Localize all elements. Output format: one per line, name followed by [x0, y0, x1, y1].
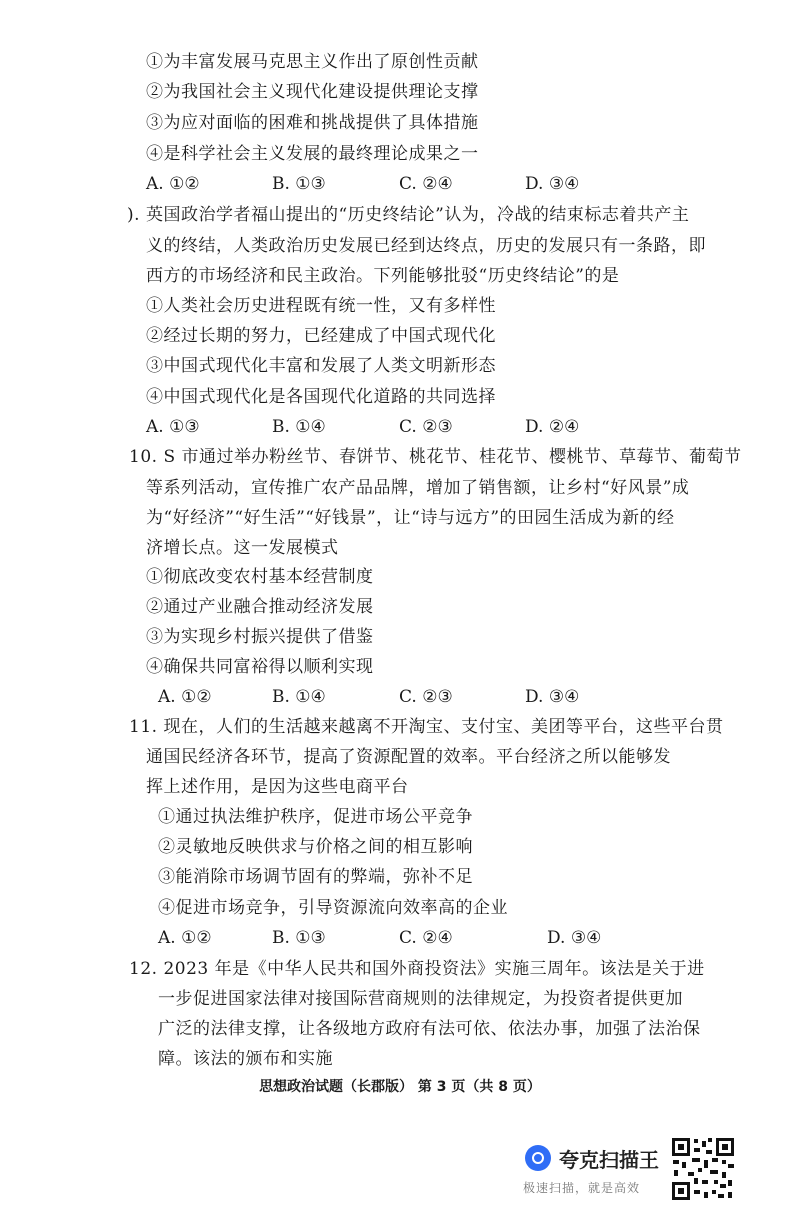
q8-option-a: A. ①②	[146, 174, 200, 194]
q10-stem-line-3: 为“好经济”“好生活”“好钱景”，让“诗与远方”的田园生活成为新的经	[146, 508, 675, 528]
q9-option-b: B. ①④	[272, 417, 326, 437]
q10-option-c: C. ②③	[399, 687, 453, 707]
q9-stem-line-2: 义的终结，人类政治历史发展已经到达终点，历史的发展只有一条路，即	[146, 236, 706, 256]
q11-option-c: C. ②④	[399, 928, 453, 948]
q8-item-2: ②为我国社会主义现代化建设提供理论支撑	[146, 82, 479, 102]
q9-stem-line-3: 西方的市场经济和民主政治。下列能够批驳“历史终结论”的是	[146, 266, 620, 286]
q10-option-b: B. ①④	[272, 687, 326, 707]
scanner-watermark	[521, 1141, 671, 1201]
q8-option-c: C. ②④	[399, 174, 453, 194]
q11-option-d: D. ③④	[547, 928, 602, 948]
q11-item-1: ①通过执法维护秩序，促进市场公平竞争	[158, 807, 473, 827]
q11-option-b: B. ①③	[272, 928, 326, 948]
q9-stem-line-1: ). 英国政治学者福山提出的“历史终结论”认为，冷战的结束标志着共产主	[127, 205, 690, 225]
q10-option-d: D. ③④	[525, 687, 580, 707]
q12-stem-line-4: 障。该法的颁布和实施	[158, 1049, 333, 1069]
q11-stem-line-2: 通国民经济各环节，提高了资源配置的效率。平台经济之所以能够发	[146, 747, 671, 767]
q11-item-2: ②灵敏地反映供求与价格之间的相互影响	[158, 837, 473, 857]
q10-option-a: A. ①②	[158, 687, 212, 707]
q11-stem-line-3: 挥上述作用，是因为这些电商平台	[146, 777, 409, 797]
q10-stem-line-1: 10. S 市通过举办粉丝节、春饼节、桃花节、桂花节、樱桃节、草莓节、葡萄节	[129, 447, 742, 467]
q9-item-4: ④中国式现代化是各国现代化道路的共同选择	[146, 387, 496, 407]
q10-stem-line-4: 济增长点。这一发展模式	[146, 538, 339, 558]
q9-item-2: ②经过长期的努力，已经建成了中国式现代化	[146, 326, 496, 346]
q9-option-d: D. ②④	[525, 417, 580, 437]
q10-item-2: ②通过产业融合推动经济发展	[146, 597, 374, 617]
q8-item-1: ①为丰富发展马克思主义作出了原创性贡献	[146, 52, 479, 72]
q12-stem-line-2: 一步促进国家法律对接国际营商规则的法律规定，为投资者提供更加	[158, 989, 683, 1009]
q11-option-a: A. ①②	[158, 928, 212, 948]
q9-item-3: ③中国式现代化丰富和发展了人类文明新形态	[146, 356, 496, 376]
brand-name: 夸克扫描王	[559, 1148, 659, 1172]
q10-stem-line-2: 等系列活动，宣传推广农产品品牌，增加了销售额，让乡村“好风景”成	[146, 478, 690, 498]
q12-stem-line-1: 12. 2023 年是《中华人民共和国外商投资法》实施三周年。该法是关于进	[129, 959, 705, 979]
q10-item-4: ④确保共同富裕得以顺利实现	[146, 657, 374, 677]
brand-slogan: 极速扫描，就是高效	[523, 1181, 641, 1195]
q11-stem-line-1: 11. 现在，人们的生活越来越离不开淘宝、支付宝、美团等平台，这些平台贯	[129, 717, 724, 737]
q8-item-3: ③为应对面临的困难和挑战提供了具体措施	[146, 113, 479, 133]
q10-item-3: ③为实现乡村振兴提供了借鉴	[146, 627, 374, 647]
qr-code-icon	[670, 1136, 736, 1202]
q8-item-4: ④是科学社会主义发展的最终理论成果之一	[146, 144, 479, 164]
q11-item-3: ③能消除市场调节固有的弊端，弥补不足	[158, 867, 473, 887]
q9-item-1: ①人类社会历史进程既有统一性，又有多样性	[146, 296, 496, 316]
quark-logo-icon	[525, 1145, 551, 1171]
q11-item-4: ④促进市场竞争，引导资源流向效率高的企业	[158, 898, 508, 918]
q9-option-c: C. ②③	[399, 417, 453, 437]
q8-option-b: B. ①③	[272, 174, 326, 194]
q9-option-a: A. ①③	[146, 417, 200, 437]
q10-item-1: ①彻底改变农村基本经营制度	[146, 567, 374, 587]
q8-option-d: D. ③④	[525, 174, 580, 194]
q12-stem-line-3: 广泛的法律支撑，让各级地方政府有法可依、依法办事，加强了法治保	[158, 1019, 701, 1039]
page-footer: 思想政治试题（长郡版） 第 3 页（共 8 页）	[259, 1079, 541, 1095]
